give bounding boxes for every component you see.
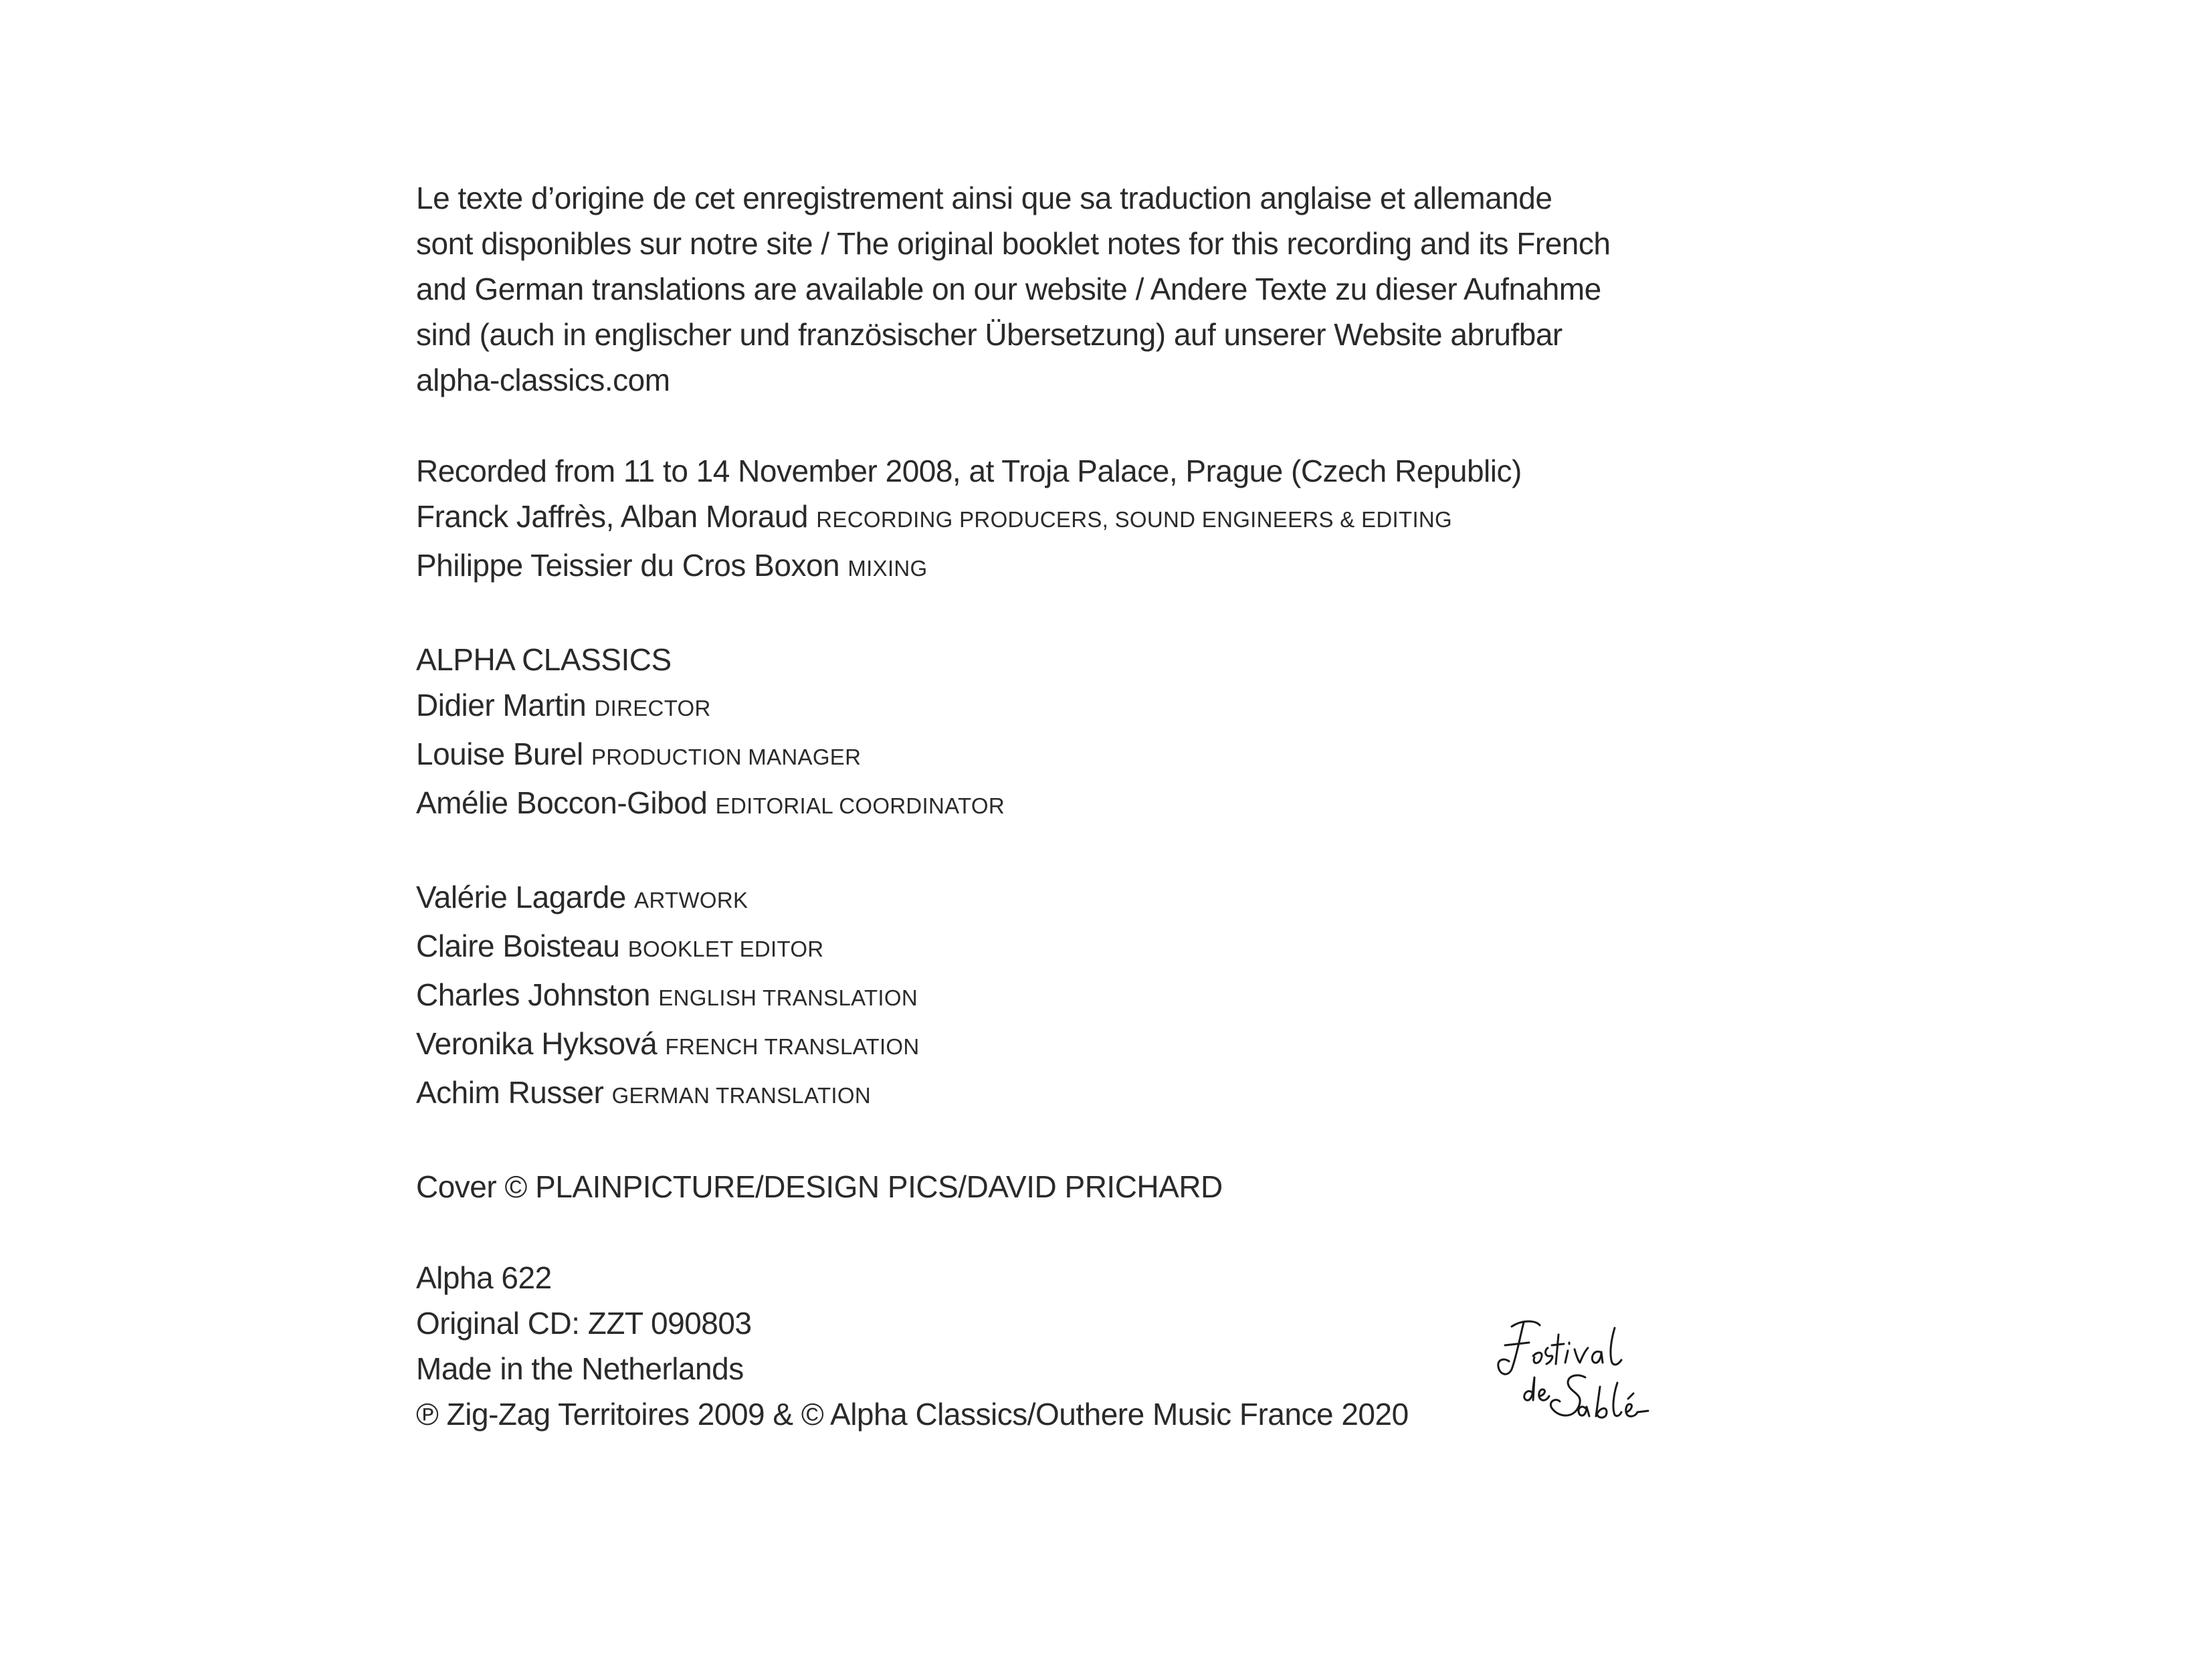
credit-name: Claire Boisteau: [416, 929, 620, 963]
catalog-number: Alpha 622: [416, 1260, 552, 1295]
credit-name: Amélie Boccon-Gibod: [416, 785, 708, 820]
credit-line: [416, 780, 1687, 829]
credit-name: Valérie Lagarde: [416, 880, 626, 914]
credit-name: Franck Jaffrès, Alban Moraud: [416, 499, 808, 534]
spacer: [416, 1209, 1687, 1255]
credit-line: [416, 731, 1687, 780]
booklet-block: [416, 874, 1687, 1118]
credit-role: PRODUCTION MANAGER: [591, 745, 862, 769]
spacer: [416, 829, 1687, 874]
notes-line: Le texte d’origine de cet enregistrement ainsi que sa traduction anglaise et allemande: [416, 181, 1552, 215]
credit-line: [416, 874, 1687, 923]
made-in: Made in the Netherlands: [416, 1351, 744, 1386]
credit-name: Charles Johnston: [416, 977, 650, 1012]
spacer: [416, 403, 1687, 448]
label-block: [416, 637, 1687, 829]
spacer: [416, 1118, 1687, 1164]
credit-line: [416, 543, 1687, 591]
credit-line: [416, 494, 1687, 543]
credit-name: Philippe Teissier du Cros Boxon: [416, 548, 840, 583]
cover-credit: Cover © PLAINPICTURE/DESIGN PICS/DAVID PRICHARD: [416, 1169, 1223, 1204]
copyright-line: ℗ Zig-Zag Territoires 2009 & © Alpha Classics/Outhere Music France 2020: [416, 1397, 1409, 1432]
credit-line: [416, 1021, 1687, 1070]
notes-line: sind (auch in englischer und französischer Übersetzung) auf unserer Website abrufbar: [416, 317, 1563, 352]
credit-line: [416, 682, 1687, 731]
credit-line: [416, 972, 1687, 1021]
credit-line: [416, 923, 1687, 972]
credit-role: EDITORIAL COORDINATOR: [715, 793, 1005, 818]
credit-name: Didier Martin: [416, 688, 587, 722]
notes-line: and German translations are available on our website / Andere Texte zu dieser Aufnahme: [416, 272, 1601, 306]
recording-block: [416, 448, 1687, 591]
credits-page: [416, 175, 1687, 1437]
original-cd: Original CD: ZZT 090803: [416, 1306, 752, 1341]
credit-role: GERMAN TRANSLATION: [611, 1083, 871, 1108]
credit-role: MIXING: [847, 556, 928, 581]
credit-role: DIRECTOR: [594, 696, 711, 720]
credit-name: Achim Russer: [416, 1075, 604, 1110]
credit-name: Veronika Hyksová: [416, 1026, 658, 1061]
credit-line: [416, 1070, 1687, 1118]
website-link[interactable]: alpha-classics.com: [416, 363, 670, 397]
credit-role: RECORDING PRODUCERS, SOUND ENGINEERS & EDITING: [816, 507, 1453, 532]
festival-de-sable-logo-icon: [1485, 1308, 1652, 1442]
label-name: ALPHA CLASSICS: [416, 642, 672, 677]
credit-role: FRENCH TRANSLATION: [665, 1034, 920, 1059]
notes-line: sont disponibles sur notre site / The original booklet notes for this recording and its French: [416, 226, 1611, 261]
credit-role: BOOKLET EDITOR: [627, 937, 824, 961]
credit-role: ENGLISH TRANSLATION: [658, 985, 918, 1010]
notes-block: [416, 175, 1687, 403]
credit-name: Louise Burel: [416, 737, 583, 771]
recording-place: Recorded from 11 to 14 November 2008, at Troja Palace, Prague (Czech Republic): [416, 454, 1522, 488]
credit-role: ARTWORK: [634, 888, 748, 912]
spacer: [416, 591, 1687, 637]
